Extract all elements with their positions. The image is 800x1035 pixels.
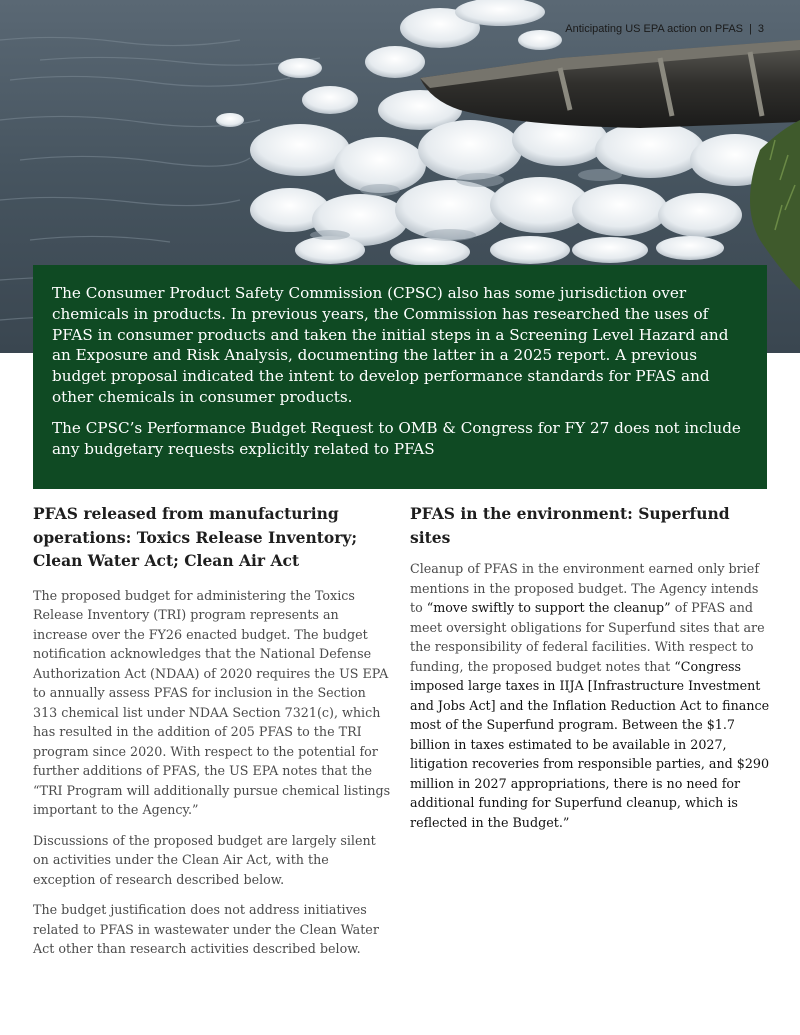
header-separator: | [749, 23, 752, 35]
right-paragraph [410, 559, 770, 832]
left-paragraph-3: The budget justification does not address initiatives related to PFAS in wastewater under the Clean Water Act other than research activities described below. [33, 902, 379, 956]
right-text-1: Cleanup of PFAS in the environment earned only brief mentions in the proposed budget. The Agency intends to [410, 561, 760, 615]
left-paragraph-1: The proposed budget for administering the Toxics Release Inventory (TRI) program represents an increase over the FY26 enacted budget. The budget notification acknowledges that the National Defense Authorization Act (NDAA) of 2020 requires the US EPA to annually assess PFAS for inclusion in the Section 313 chemical list under NDAA Section 7321(c), which has resulted in the addition of 205 PFAS to the TRI program since 2020. With respect to the potential for further additions of PFAS, the US EPA notes that the “TRI Program will additionally pursue chemical listings important to the Agency.” [33, 587, 391, 817]
running-title: Anticipating US EPA action on PFAS [565, 23, 744, 35]
callout-paragraph-2: The CPSC’s Performance Budget Request to OMB & Congress for FY 27 does not include any budgetary requests explicitly related to PFAS [52, 418, 741, 458]
running-header [565, 23, 764, 35]
right-column [410, 502, 770, 832]
callout-paragraph-1: The Consumer Product Safety Commission (CPSC) also has some jurisdiction over chemicals in products. In previous years, the Commission has researched the uses of PFAS in consumer products and taken the initial steps in a Screening Level Hazard and an Exposure and Risk Analysis, documenting the latter in a 2025 report. A previous budget proposal indicated the intent to develop performance standards for PFAS and other chemicals in consumer products. [52, 284, 729, 406]
right-text-2: of PFAS and meet oversight obligations for Superfund sites that are the responsibility of federal facilities. With respect to funding, the proposed budget notes that [410, 600, 765, 674]
left-column-heading: PFAS released from manufacturing operations: Toxics Release Inventory; Clean Water Act; Clean Air Act [33, 504, 358, 570]
right-quote-1: “move swiftly to support the cleanup” [426, 600, 671, 615]
callout-box [33, 265, 767, 489]
page-number: 3 [757, 23, 764, 35]
right-column-heading: PFAS in the environment: Superfund sites [410, 504, 730, 547]
left-paragraph-2: Discussions of the proposed budget are largely silent on activities under the Clean Air Act, with the exception of research described below. [33, 832, 376, 887]
right-quote-2: “Congress imposed large taxes in IIJA [Infrastructure Investment and Jobs Act] and the Inflation Reduction Act to finance most of the Superfund program. Between the $1.7 billion in taxes estimated to be available in 2027, litigation recoveries from responsible parties, and $290 million in 2027 appropriations, there is no need for additional funding for Superfund cleanup, which is reflected in the Budget.” [410, 658, 770, 830]
left-column [33, 502, 393, 959]
